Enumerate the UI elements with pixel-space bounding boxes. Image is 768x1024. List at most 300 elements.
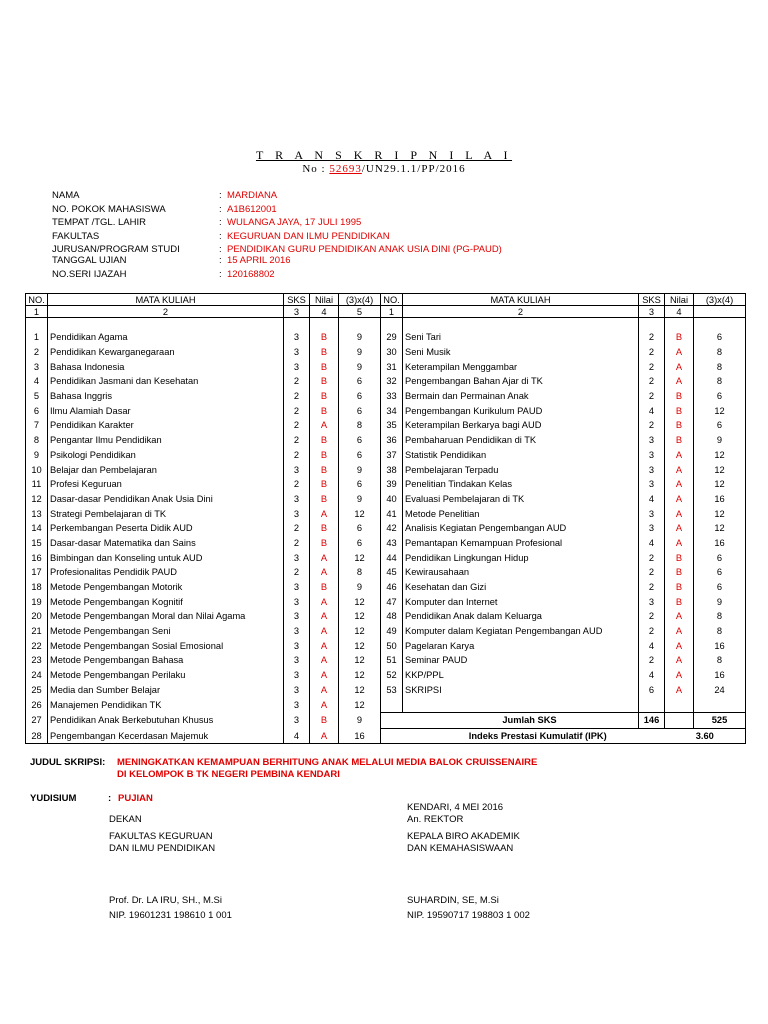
course-no: 14	[26, 521, 48, 536]
course-no: 46	[381, 580, 403, 595]
column-header: (3)x(4)	[694, 294, 746, 306]
table-row	[26, 492, 746, 507]
course-name: Seni Tari	[403, 330, 639, 345]
course-points: 6	[339, 433, 381, 448]
course-name: Media dan Sumber Belajar	[48, 683, 284, 698]
course-sks: 2	[639, 330, 665, 345]
course-sks: 3	[284, 550, 310, 565]
ipk-label	[381, 728, 665, 744]
course-sks: 3	[284, 668, 310, 683]
course-no: 7	[26, 418, 48, 433]
column-number: 1	[381, 306, 403, 318]
course-sks: 3	[284, 462, 310, 477]
course-points: 8	[694, 653, 746, 668]
course-no: 50	[381, 638, 403, 653]
course-grade: B	[310, 477, 339, 492]
column-number: 4	[310, 306, 339, 318]
document-title: T R A N S K R I P N I L A I	[255, 148, 513, 162]
course-grade: A	[310, 728, 339, 744]
course-grade: B	[665, 418, 694, 433]
student-info-label: NAMA	[52, 190, 80, 201]
course-no: 6	[26, 403, 48, 418]
course-sks: 3	[284, 345, 310, 360]
course-no: 38	[381, 462, 403, 477]
course-points: 12	[694, 506, 746, 521]
course-grade: B	[665, 403, 694, 418]
course-points: 12	[339, 609, 381, 624]
course-sks: 6	[639, 683, 665, 698]
course-grade: B	[665, 594, 694, 609]
course-sks: 3	[639, 477, 665, 492]
empty-cell	[665, 712, 694, 728]
course-name: Metode Pengembangan Bahasa	[48, 653, 284, 668]
course-points: 9	[339, 359, 381, 374]
yudisium-colon: :	[108, 793, 112, 804]
dean-org-1: FAKULTAS KEGURUAN	[109, 831, 213, 842]
course-grade: A	[665, 374, 694, 389]
course-no: 9	[26, 448, 48, 463]
dean-nip: NIP. 19601231 198610 1 001	[109, 910, 232, 921]
course-grade: A	[310, 668, 339, 683]
empty-cell	[403, 697, 639, 712]
spacer-cell	[381, 318, 403, 331]
course-no: 37	[381, 448, 403, 463]
course-grade: A	[310, 683, 339, 698]
ipk-value: 3.60	[665, 728, 746, 744]
course-sks: 4	[639, 536, 665, 551]
student-info-colon: :	[219, 230, 222, 242]
course-sks: 2	[639, 653, 665, 668]
course-sks: 3	[639, 506, 665, 521]
course-no: 8	[26, 433, 48, 448]
column-header: SKS	[284, 294, 310, 306]
course-grade: B	[310, 448, 339, 463]
spacer-cell	[639, 318, 665, 331]
course-points: 12	[694, 477, 746, 492]
course-grade: B	[310, 580, 339, 595]
course-sks: 2	[284, 536, 310, 551]
course-grade: A	[665, 345, 694, 360]
spacer-cell	[26, 318, 48, 331]
yudisium-block	[30, 793, 153, 804]
column-header: NO.	[26, 294, 48, 306]
course-sks: 3	[284, 594, 310, 609]
table-row	[26, 683, 746, 698]
table-row	[26, 697, 746, 712]
course-name: Psikologi Pendidikan	[48, 448, 284, 463]
course-name: Pengembangan Kurikulum PAUD	[403, 403, 639, 418]
course-points: 8	[694, 345, 746, 360]
table-row	[26, 374, 746, 389]
course-sks: 2	[284, 433, 310, 448]
course-points: 12	[694, 403, 746, 418]
course-sks: 3	[284, 697, 310, 712]
course-grade: A	[665, 683, 694, 698]
course-sks: 2	[639, 580, 665, 595]
course-grade: A	[665, 462, 694, 477]
spacer-cell	[310, 318, 339, 331]
course-no: 40	[381, 492, 403, 507]
course-name: Metode Pengembangan Motorik	[48, 580, 284, 595]
course-grade: A	[665, 653, 694, 668]
course-sks: 3	[284, 359, 310, 374]
column-header: NO.	[381, 294, 403, 306]
course-name: Bimbingan dan Konseling untuk AUD	[48, 550, 284, 565]
spacer-cell	[665, 318, 694, 331]
table-row	[26, 728, 746, 744]
course-no: 28	[26, 728, 48, 744]
column-number: 1	[26, 306, 48, 318]
student-info-colon: :	[219, 268, 222, 280]
course-no: 4	[26, 374, 48, 389]
student-info-label: TANGGAL UJIAN	[52, 255, 127, 266]
course-points: 6	[339, 536, 381, 551]
course-sks: 2	[639, 418, 665, 433]
course-no: 10	[26, 462, 48, 477]
table-colnum-row	[26, 306, 746, 318]
course-points: 9	[339, 580, 381, 595]
table-row	[26, 668, 746, 683]
course-no: 51	[381, 653, 403, 668]
table-row	[26, 653, 746, 668]
course-points: 9	[694, 433, 746, 448]
course-no: 12	[26, 492, 48, 507]
yudisium-label: YUDISIUM	[30, 793, 77, 804]
course-grade: B	[665, 433, 694, 448]
table-spacer-row	[26, 318, 746, 331]
course-no: 5	[26, 389, 48, 404]
course-grade: B	[310, 359, 339, 374]
course-sks: 2	[639, 565, 665, 580]
course-grade: B	[310, 433, 339, 448]
course-points: 9	[339, 330, 381, 345]
table-row	[26, 418, 746, 433]
column-number: 2	[403, 306, 639, 318]
course-grade: B	[310, 345, 339, 360]
column-header: Nilai	[310, 294, 339, 306]
course-sks: 3	[639, 433, 665, 448]
course-grade: A	[665, 609, 694, 624]
thesis-title-label: JUDUL SKRIPSI:	[30, 757, 106, 768]
course-grade: A	[665, 521, 694, 536]
course-name: Komputer dan Internet	[403, 594, 639, 609]
course-no: 48	[381, 609, 403, 624]
course-points: 12	[339, 624, 381, 639]
course-points: 6	[694, 330, 746, 345]
course-points: 9	[339, 492, 381, 507]
course-points: 6	[694, 418, 746, 433]
course-name: Kesehatan dan Gizi	[403, 580, 639, 595]
student-info-label: FAKULTAS	[52, 230, 100, 242]
course-no: 33	[381, 389, 403, 404]
course-points: 24	[694, 683, 746, 698]
course-no: 30	[381, 345, 403, 360]
course-no: 23	[26, 653, 48, 668]
course-sks: 2	[284, 565, 310, 580]
table-row	[26, 638, 746, 653]
course-sks: 2	[639, 624, 665, 639]
course-sks: 2	[284, 521, 310, 536]
course-name: Metode Pengembangan Seni	[48, 624, 284, 639]
document-number-suffix: /UN29.1.1/PP/2016	[361, 163, 466, 175]
course-name: Seminar PAUD	[403, 653, 639, 668]
course-grade: B	[310, 330, 339, 345]
course-no: 31	[381, 359, 403, 374]
course-name: Penelitian Tindakan Kelas	[403, 477, 639, 492]
student-info-label: JURUSAN/PROGRAM STUDI	[52, 244, 180, 255]
course-points: 6	[694, 580, 746, 595]
student-info-value: 15 APRIL 2016	[227, 255, 291, 266]
course-sks: 2	[284, 477, 310, 492]
course-grade: A	[665, 492, 694, 507]
course-no: 45	[381, 565, 403, 580]
course-sks: 4	[284, 728, 310, 744]
course-name: Seni Musik	[403, 345, 639, 360]
column-header: MATA KULIAH	[48, 294, 284, 306]
course-name: Pemantapan Kemampuan Profesional	[403, 536, 639, 551]
course-points: 12	[339, 638, 381, 653]
course-grade: B	[310, 536, 339, 551]
course-grade: A	[665, 668, 694, 683]
course-points: 6	[339, 477, 381, 492]
course-name: Pendidikan Kewarganegaraan	[48, 345, 284, 360]
course-no: 42	[381, 521, 403, 536]
course-sks: 3	[284, 330, 310, 345]
table-row	[26, 345, 746, 360]
course-sks: 4	[639, 492, 665, 507]
course-name: Pendidikan Anak dalam Keluarga	[403, 609, 639, 624]
table-row	[26, 565, 746, 580]
student-info-value: MARDIANA	[227, 190, 278, 201]
column-header: (3)x(4)	[339, 294, 381, 306]
course-no: 15	[26, 536, 48, 551]
course-name: Profesionalitas Pendidik PAUD	[48, 565, 284, 580]
course-points: 12	[339, 594, 381, 609]
course-sks: 3	[284, 624, 310, 639]
jumlah-sks-label	[381, 712, 639, 728]
course-sks: 2	[639, 374, 665, 389]
student-info-value: KEGURUAN DAN ILMU PENDIDIKAN	[227, 230, 390, 242]
column-number: 5	[339, 306, 381, 318]
course-grade: A	[665, 477, 694, 492]
course-sks: 3	[639, 462, 665, 477]
course-no: 16	[26, 550, 48, 565]
table-row	[26, 580, 746, 595]
course-name: Pembaharuan Pendidikan di TK	[403, 433, 639, 448]
column-number	[694, 306, 746, 318]
course-grade: A	[665, 359, 694, 374]
course-no: 41	[381, 506, 403, 521]
course-sks: 2	[639, 359, 665, 374]
rector-nip: NIP. 19590717 198803 1 002	[407, 910, 530, 921]
course-sks: 3	[284, 712, 310, 728]
course-name: Metode Pengembangan Kognitif	[48, 594, 284, 609]
course-name: Metode Pengembangan Perilaku	[48, 668, 284, 683]
course-sks: 4	[639, 668, 665, 683]
student-info-label: NO.SERI IJAZAH	[52, 268, 127, 280]
course-no: 32	[381, 374, 403, 389]
course-name: Dasar-dasar Matematika dan Sains	[48, 536, 284, 551]
thesis-title-line-2: DI KELOMPOK B TK NEGERI PEMBINA KENDARI	[117, 769, 340, 780]
course-points: 9	[694, 594, 746, 609]
course-name: Pembelajaran Terpadu	[403, 462, 639, 477]
student-info-value: A1B612001	[227, 203, 277, 215]
thesis-title-block	[30, 757, 538, 780]
course-points: 6	[339, 389, 381, 404]
course-no: 34	[381, 403, 403, 418]
document-number-value: 52693	[329, 163, 362, 175]
course-sks: 2	[639, 609, 665, 624]
course-name: Bahasa Inggris	[48, 389, 284, 404]
course-no: 24	[26, 668, 48, 683]
course-points: 16	[694, 638, 746, 653]
course-grade: A	[665, 624, 694, 639]
thesis-title-line-1: MENINGKATKAN KEMAMPUAN BERHITUNG ANAK MELALUI MEDIA BALOK CRUISSENAIRE	[117, 757, 538, 768]
course-no: 19	[26, 594, 48, 609]
course-no: 17	[26, 565, 48, 580]
course-no: 21	[26, 624, 48, 639]
course-sks: 3	[284, 638, 310, 653]
course-grade: A	[310, 418, 339, 433]
course-points: 6	[339, 374, 381, 389]
document-number	[0, 163, 768, 175]
course-grade: A	[310, 550, 339, 565]
course-points: 6	[339, 403, 381, 418]
empty-cell	[381, 697, 403, 712]
course-name: Pendidikan Agama	[48, 330, 284, 345]
course-name: Komputer dalam Kegiatan Pengembangan AUD	[403, 624, 639, 639]
course-points: 16	[694, 668, 746, 683]
course-grade: A	[310, 594, 339, 609]
course-points: 12	[339, 668, 381, 683]
course-sks: 2	[639, 550, 665, 565]
course-points: 6	[694, 389, 746, 404]
course-grade: A	[310, 624, 339, 639]
course-name: Pengembangan Bahan Ajar di TK	[403, 374, 639, 389]
course-points: 12	[694, 462, 746, 477]
course-points: 16	[339, 728, 381, 744]
course-grade: A	[310, 506, 339, 521]
course-name: Strategi Pembelajaran di TK	[48, 506, 284, 521]
course-no: 43	[381, 536, 403, 551]
course-no: 26	[26, 697, 48, 712]
table-row	[26, 609, 746, 624]
course-no: 53	[381, 683, 403, 698]
course-points: 8	[339, 565, 381, 580]
ipk-label-text: Indeks Prestasi Kumulatif (IPK)	[468, 730, 607, 741]
course-name: Analisis Kegiatan Pengembangan AUD	[403, 521, 639, 536]
document-number-prefix: No :	[302, 163, 330, 175]
course-no: 44	[381, 550, 403, 565]
course-grade: B	[310, 492, 339, 507]
course-points: 16	[694, 536, 746, 551]
table-row	[26, 389, 746, 404]
course-name: Profesi Keguruan	[48, 477, 284, 492]
course-name: KKP/PPL	[403, 668, 639, 683]
spacer-cell	[403, 318, 639, 331]
spacer-cell	[284, 318, 310, 331]
column-number: 3	[639, 306, 665, 318]
rector-name: SUHARDIN, SE, M.Si	[407, 895, 499, 906]
course-name: Pengantar Ilmu Pendidikan	[48, 433, 284, 448]
course-grade: B	[665, 580, 694, 595]
course-grade: B	[665, 565, 694, 580]
course-points: 8	[694, 359, 746, 374]
student-info-colon: :	[219, 203, 222, 215]
spacer-cell	[48, 318, 284, 331]
spacer-cell	[694, 318, 746, 331]
course-no: 52	[381, 668, 403, 683]
table-row	[26, 550, 746, 565]
course-name: Keterampilan Menggambar	[403, 359, 639, 374]
course-points: 12	[339, 697, 381, 712]
course-name: Statistik Pendidikan	[403, 448, 639, 463]
student-info-colon: :	[219, 217, 222, 228]
course-points: 6	[694, 550, 746, 565]
course-points: 6	[339, 521, 381, 536]
course-sks: 3	[284, 653, 310, 668]
table-row	[26, 330, 746, 345]
jumlah-mutu-value: 525	[694, 712, 746, 728]
table-row	[26, 712, 746, 728]
course-no: 39	[381, 477, 403, 492]
course-sks: 2	[284, 418, 310, 433]
course-grade: B	[665, 389, 694, 404]
course-no: 11	[26, 477, 48, 492]
course-no: 35	[381, 418, 403, 433]
course-no: 27	[26, 712, 48, 728]
course-grade: B	[310, 374, 339, 389]
column-number: 2	[48, 306, 284, 318]
course-points: 6	[694, 565, 746, 580]
course-no: 22	[26, 638, 48, 653]
dean-name: Prof. Dr. LA IRU, SH., M.Si	[109, 895, 222, 906]
course-sks: 3	[284, 492, 310, 507]
course-points: 16	[694, 492, 746, 507]
course-name: Bermain dan Permainan Anak	[403, 389, 639, 404]
dean-title: DEKAN	[109, 814, 142, 825]
course-points: 8	[694, 374, 746, 389]
course-grade: B	[310, 462, 339, 477]
course-name: Pendidikan Jasmani dan Kesehatan	[48, 374, 284, 389]
student-info-colon: :	[219, 255, 222, 266]
student-info-label: TEMPAT /TGL. LAHIR	[52, 217, 146, 228]
course-sks: 2	[284, 448, 310, 463]
course-points: 12	[694, 448, 746, 463]
course-grade: B	[310, 712, 339, 728]
student-info-value: WULANGA JAYA, 17 JULI 1995	[227, 217, 362, 228]
column-header: MATA KULIAH	[403, 294, 639, 306]
table-row	[26, 624, 746, 639]
course-name: Pendidikan Karakter	[48, 418, 284, 433]
column-number: 3	[284, 306, 310, 318]
table-row	[26, 359, 746, 374]
empty-cell	[694, 697, 746, 712]
course-no: 20	[26, 609, 48, 624]
course-no: 36	[381, 433, 403, 448]
student-info-value: PENDIDIKAN GURU PENDIDIKAN ANAK USIA DINI (PG-PAUD)	[227, 244, 502, 255]
student-info-value: 120168802	[227, 268, 275, 280]
place-date: KENDARI, 4 MEI 2016	[407, 802, 504, 813]
column-number: 4	[665, 306, 694, 318]
course-sks: 4	[639, 403, 665, 418]
course-sks: 2	[639, 389, 665, 404]
column-header: SKS	[639, 294, 665, 306]
course-name: Pengembangan Kecerdasan Majemuk	[48, 728, 284, 744]
course-sks: 3	[639, 521, 665, 536]
course-grade: A	[665, 448, 694, 463]
dean-org-2: DAN ILMU PENDIDIKAN	[109, 843, 216, 854]
